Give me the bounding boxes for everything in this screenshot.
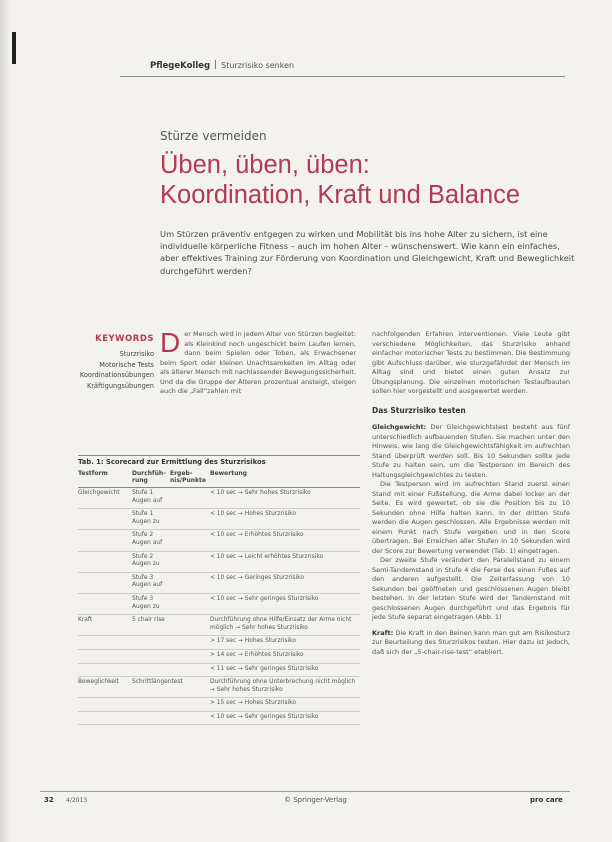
article-headline bbox=[160, 150, 600, 210]
table-cell: < 10 sec → Erhöhtes Sturzrisiko bbox=[210, 532, 304, 539]
body-paragraph bbox=[372, 423, 570, 480]
table-cell: Beweglichkeit bbox=[78, 679, 119, 686]
body-paragraph: nachfolgenden Erfahren interventionen. Viele Leute gibt verschiedene Möglichkeiten, das Sturzrisiko anhand einfacher motorischer Tests zu bestimmen. Die Bestimmung gibt Aufschluss darüber, wie sturzgefährdet der Mensch im Alltag sind und bietet einen guten Ansatz zur Übungsplanung. Die einzelnen motorischen Testaufbauten sollen hier vorgestellt und ausgewertet werden. bbox=[372, 330, 570, 395]
section-heading: Das Sturzrisiko testen bbox=[372, 405, 466, 415]
table-cell bbox=[78, 532, 132, 547]
table-row bbox=[78, 573, 360, 594]
term-label: Gleichgewicht: bbox=[372, 423, 427, 431]
table-cell: < 10 sec → Sehr geringes Sturzrisiko bbox=[210, 595, 319, 602]
table-row bbox=[78, 615, 360, 636]
table-row bbox=[78, 488, 360, 509]
body-column-right bbox=[372, 330, 570, 657]
drop-cap: D bbox=[160, 327, 181, 358]
table-cell: Stufe 3 Augen zu bbox=[132, 595, 160, 610]
article-lead: Um Stürzen präventiv entgegen zu wirken und Mobilität bis ins hohe Alter zu sichern, ist eine individuelle körperliche Fitness – auch im hohen Alter – wünschenswert. Wie kann ein einfaches, aber effektives Training zur Förderung von Koordination und Gleichgewicht, Kraft und Beweglichkeit durchgeführt werden? bbox=[160, 229, 575, 276]
table-cell bbox=[170, 554, 210, 569]
table-row bbox=[78, 650, 360, 664]
footer-rule bbox=[40, 791, 570, 792]
table-cell: < 11 sec → Sehr geringes Sturzrisiko bbox=[210, 665, 319, 672]
table-cell bbox=[78, 652, 132, 660]
table-cell bbox=[132, 666, 170, 674]
table-cell: Stufe 1 Augen zu bbox=[132, 511, 160, 525]
term-label: Kraft: bbox=[372, 628, 394, 637]
table-cell: < 10 sec → Hohes Sturzrisiko bbox=[210, 511, 296, 518]
table-row bbox=[78, 530, 360, 551]
header-brand: PflegeKolleg bbox=[150, 61, 211, 71]
table-cell bbox=[170, 490, 210, 505]
keyword-item: Motorische Tests bbox=[99, 360, 154, 369]
table-cell bbox=[170, 679, 210, 694]
body-paragraph: Der zweite Stufe verändert den Paralellstand zu einem Semi-Tandemstand in Stufe 4 die Ferse des einen Fußes auf den anderen aufgestellt. Die Zeiterfassung von 10 Sekunden bei geöffneten und geschlossenen Augen bleibt bestehen. In der letzten Stufe wird der Tandemstand mit geschlossenen Augen durchgeführt und das Ergebnis für jede Stufe separat eingetragen (Abb. 1) bbox=[372, 556, 570, 621]
table-cell: Gleichgewicht bbox=[78, 490, 120, 496]
body-column-left bbox=[160, 327, 356, 397]
keywords-list bbox=[40, 349, 154, 391]
table-cell: > 14 sec → Erhöhtes Sturzrisiko bbox=[210, 651, 304, 658]
table-cell bbox=[170, 666, 210, 674]
table-cell bbox=[78, 511, 132, 526]
header-separator bbox=[215, 60, 216, 69]
body-left-text: er Mensch wird in jedem Alter von Stürzen begleitet: als Kleinkind noch ungeschickt beim Laufen lernen, dann beim Spielen oder Toben, als Erwachsener beim Sport oder kleinen Unachtsamkeiten im Alltag oder als älterer Mensch mit nachlassender Bewegungssicherheit. Und da die Gruppe der Älteren prozentual ansteigt, steigen auch die „Fall“zahlen mit bbox=[160, 330, 356, 395]
binder-mark bbox=[12, 32, 16, 64]
table-cell bbox=[132, 714, 170, 722]
table-cell bbox=[170, 617, 210, 632]
table-row bbox=[78, 698, 360, 712]
table-cell bbox=[170, 714, 210, 722]
table-header-row bbox=[78, 470, 360, 488]
table-header-cell: Bewertung bbox=[210, 470, 247, 477]
scan-edge bbox=[0, 0, 10, 842]
table-cell: > 15 sec → Hohes Sturzrisiko bbox=[210, 700, 296, 707]
table-cell: Stufe 3 Augen auf bbox=[132, 574, 163, 589]
table-row bbox=[78, 677, 360, 698]
table-cell: Kraft bbox=[78, 617, 93, 624]
article-kicker: Stürze vermeiden bbox=[160, 129, 267, 143]
table-cell bbox=[170, 700, 210, 708]
table-cell bbox=[78, 700, 132, 708]
scorecard-table bbox=[78, 455, 360, 725]
table-cell bbox=[170, 575, 210, 590]
headline-line-2: Koordination, Kraft und Balance bbox=[160, 181, 521, 209]
table-cell: Durchführung ohne Unterbrechung nicht möglich → Sehr hohes Sturzrisiko bbox=[210, 679, 356, 693]
table-row bbox=[78, 636, 360, 650]
table-cell: 5 chair rise bbox=[132, 617, 165, 624]
table-cell: > 17 sec → Hohes Sturzrisiko bbox=[210, 638, 296, 645]
table-cell bbox=[78, 666, 132, 674]
headline-line-1: Üben, üben, üben: bbox=[160, 151, 370, 179]
table-cell bbox=[170, 652, 210, 660]
table-body bbox=[78, 488, 360, 725]
body-text: Die Kraft in den Beinen kann man gut am Risikosturz zur Beurteilung des Sturzrisikos testen. Hier dazu ist jedoch, daß sich der „5-chair-rise-test“ etabliert. bbox=[372, 628, 570, 656]
table-cell bbox=[132, 700, 170, 708]
table-cell bbox=[78, 554, 132, 569]
keyword-item: Kräftigungsübungen bbox=[86, 381, 154, 390]
table-row bbox=[78, 664, 360, 678]
table-cell bbox=[78, 714, 132, 722]
table-cell: Stufe 2 Augen zu bbox=[132, 553, 160, 568]
table-cell: Stufe 1 Augen auf bbox=[132, 490, 163, 504]
table-cell: Durchführung ohne Hilfe/Einsatz der Arme nicht möglich → Sehr hohes Sturzrisiko bbox=[210, 617, 352, 631]
table-cell bbox=[78, 596, 132, 611]
table-cell bbox=[170, 511, 210, 526]
table-header-cell: Durchfüh-rung bbox=[132, 470, 166, 484]
header-section: Sturzrisiko senken bbox=[221, 61, 295, 70]
table-cell: < 10 sec → Geringes Sturzrisiko bbox=[210, 574, 304, 581]
table-header-cell: Ergeb-nis/Punkte bbox=[170, 470, 206, 484]
table-cell: Schrittlängentest bbox=[132, 679, 183, 686]
table-cell bbox=[170, 532, 210, 547]
publisher: © Springer-Verlag bbox=[284, 796, 347, 804]
table-row bbox=[78, 552, 360, 573]
table-row bbox=[78, 509, 360, 530]
keyword-item: Koordinationsübungen bbox=[79, 371, 154, 379]
table-cell: Stufe 2 Augen auf bbox=[132, 532, 163, 546]
table-cell bbox=[170, 596, 210, 611]
body-paragraph bbox=[372, 629, 570, 658]
table-caption: Tab. 1: Scorecard zur Ermittlung des Sturzrisikos bbox=[78, 455, 360, 470]
table-cell bbox=[78, 638, 132, 646]
keyword-item: Sturzrisiko bbox=[119, 350, 154, 358]
table-cell bbox=[78, 575, 132, 590]
table-header-cell: Testform bbox=[78, 470, 108, 477]
body-text: Der Gleichgewichtstest besteht aus fünf unterschiedlich aufbauenden Stufen. Sie machen unter den Hinweis, wie lang die Gleichgewichtsfähigkeit im aufrechten Stand überprüft werden soll. Bis 10 Sekunden sollte jede Stufe zu halten sein, um die Testperson im Bereich des Haltungsgleichgewichtes zu testen. bbox=[372, 423, 570, 479]
running-header bbox=[150, 60, 294, 71]
body-paragraph: Die Testperson wird im aufrechten Stand zuerst einen Stand mit einer Fußstellung, die Arme dabei locker an der Seite. Es wird gewertet, ob sie die Position bis zu 10 Sekunden ohne Hilfe halten kann. In der dritten Stufe werden die Augen geschlossen. Alle Ergebnisse werden mit einem Punkt nach Stufe vergeben und in den Score übertragen. Bei Erreichen aller Stufen in 10 Sekunden wird der Score zur Bewertung verwendet (Tab. 1) eingetragen. bbox=[372, 480, 570, 555]
table-cell bbox=[170, 638, 210, 646]
page-number: 32 bbox=[44, 796, 54, 804]
table-cell bbox=[132, 638, 170, 646]
keywords-title: KEYWORDS bbox=[95, 334, 154, 344]
header-rule bbox=[120, 76, 565, 77]
issue-number: 4/2013 bbox=[66, 797, 88, 804]
table-cell: < 10 sec → Leicht erhöhtes Sturzrisiko bbox=[210, 553, 324, 560]
magazine-name: pro care bbox=[530, 796, 563, 804]
table-row bbox=[78, 712, 360, 726]
table-cell: < 10 sec → Sehr geringes Sturzrisiko bbox=[210, 713, 319, 720]
table-cell: < 10 sec → Sehr hohes Sturzrisiko bbox=[210, 490, 311, 496]
table-row bbox=[78, 594, 360, 615]
table-cell bbox=[132, 652, 170, 660]
